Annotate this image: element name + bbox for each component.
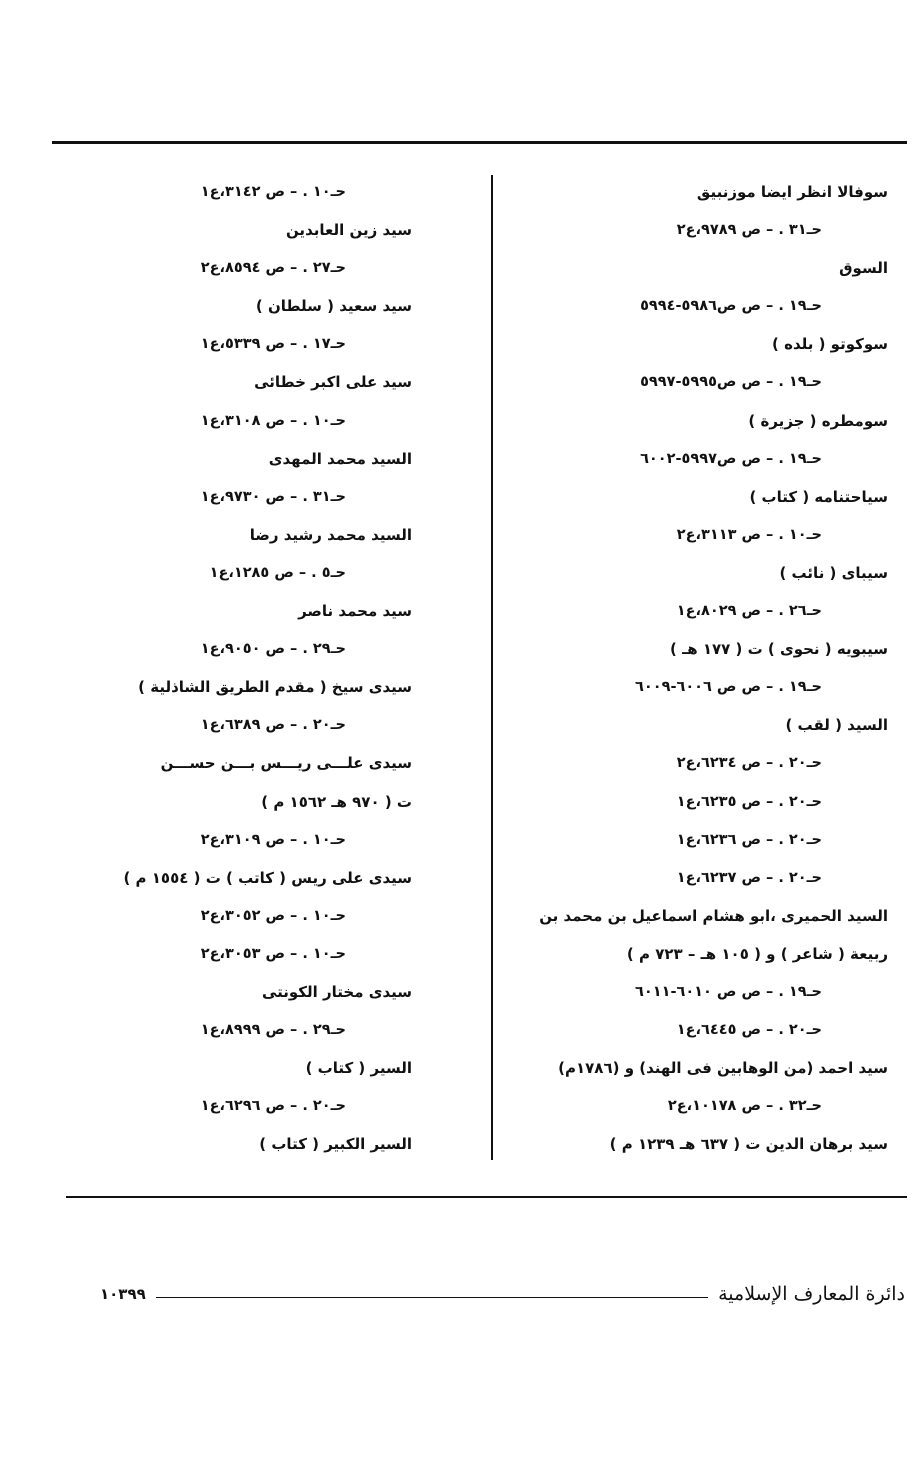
index-entry-heading: سيباى ( نائب ): [779, 563, 888, 582]
index-entry-heading: سيد على اكبر خطائى: [254, 373, 412, 392]
index-entry-heading: السيد ( لقب ): [785, 716, 888, 735]
index-entry-reference: حـ٢٠ . – ص ٦٣٨٩،ع١: [200, 717, 346, 734]
index-entry-reference: حـ٢٠ . – ص ٦٢٣٧،ع١: [676, 869, 822, 886]
footer-title: دائرة المعارف الإسلامية: [718, 1283, 905, 1305]
page-number: ١٠٣٩٩: [100, 1285, 146, 1303]
index-entry-reference: حـ٢٧ . – ص ٨٥٩٤،ع٢: [200, 260, 346, 277]
index-entry-heading: السيد محمد المهدى: [268, 449, 412, 468]
index-entry-heading: سيبويه ( نحوى ) ت ( ١٧٧ هـ ): [670, 640, 888, 659]
index-entry-reference: حـ٢٠ . – ص ٦٢٣٥،ع١: [676, 793, 822, 810]
index-entry-heading: سيد زين العابدين: [285, 221, 412, 240]
index-entry-heading: سيد سعيد ( سلطان ): [255, 297, 412, 316]
index-entry-reference: حـ١٠ . – ص ٣١٤٢،ع١: [200, 184, 346, 200]
index-entry-reference: حـ٥ . – ص ١٢٨٥،ع١: [209, 564, 346, 581]
index-entry-heading: ت ( ٩٧٠ هـ ١٥٦٢ م ): [261, 792, 412, 811]
index-entry-heading: السيد محمد رشيد رضا: [249, 525, 412, 544]
index-column-right: [510, 173, 888, 1163]
index-entry-heading: السير الكبير ( كتاب ): [259, 1135, 412, 1154]
top-rule: [52, 141, 907, 144]
column-divider: [491, 175, 493, 1160]
index-entry-heading: سيدى على ريس ( كاتب ) ت ( ١٥٥٤ م ): [123, 868, 412, 887]
index-entry-reference: حـ٢٦ . – ص ٨٠٢٩،ع١: [676, 603, 822, 620]
page-footer: [100, 1279, 905, 1309]
index-entry-reference: حـ١٠ . – ص ٣١١٣،ع٢: [676, 526, 822, 543]
footer-leader-line: [156, 1297, 708, 1298]
index-entry-reference: حـ١٩ . – ص ص٥٩٩٧-٦٠٠٢: [640, 450, 822, 467]
index-entry-heading: سيدى مختار الكونتى: [261, 982, 412, 1001]
index-entry-reference: حـ١٩ . – ص ص ٦٠١٠-٦٠١١: [635, 983, 822, 1000]
index-entry-reference: حـ١٩ . – ص ص٥٩٨٦-٥٩٩٤: [640, 298, 822, 315]
index-entry-reference: حـ١٩ . – ص ص ٦٠٠٦-٦٠٠٩: [635, 679, 822, 696]
index-entry-reference: حـ٢٠ . – ص ٦٢٩٦،ع١: [200, 1098, 346, 1115]
index-entry-reference: حـ١٠ . – ص ٣٠٥٢،ع٢: [200, 907, 346, 924]
index-entry-heading: سوفالا انظر ايضا موزنبيق: [696, 183, 888, 201]
index-entry-reference: حـ٣١ . – ص ٩٧٣٠،ع١: [200, 488, 346, 505]
index-entry-heading: سيد احمد (من الوهابين فى الهند) و (١٧٨٦م): [558, 1059, 888, 1078]
index-entry-heading: سوكوتو ( بلده ): [772, 335, 888, 354]
index-entry-heading: السيد الحميرى ،ابو هشام اسماعيل بن محمد بن: [539, 906, 888, 925]
index-entry-heading: سومطره ( جزيرة ): [748, 411, 888, 430]
index-entry-reference: حـ٢٩ . – ص ٩٠٥٠،ع١: [200, 641, 346, 658]
index-entry-heading: سيدى علـــى ريـــس بـــن حســـن: [160, 754, 412, 773]
index-entry-reference: حـ١٩ . – ص ص٥٩٩٥-٥٩٩٧: [640, 374, 822, 391]
index-entry-reference: حـ٢٩ . – ص ٨٩٩٩،ع١: [200, 1022, 346, 1039]
index-entry-reference: حـ٢٠ . – ص ٦٤٤٥،ع١: [676, 1022, 822, 1039]
index-entry-heading: السوق: [839, 259, 888, 278]
index-entry-reference: حـ١٠ . – ص ٣١٠٩،ع٢: [200, 831, 346, 848]
index-entry-reference: حـ٣١ . – ص ٩٧٨٩،ع٢: [676, 222, 822, 239]
index-entry-heading: سيد برهان الدين ت ( ٦٣٧ هـ ١٢٣٩ م ): [609, 1135, 888, 1154]
index-entry-reference: حـ٢٠ . – ص ٦٢٣٦،ع١: [676, 831, 822, 848]
index-entry-heading: ربيعة ( شاعر ) و ( ١٠٥ هـ – ٧٢٣ م ): [626, 944, 888, 963]
index-entry-reference: حـ٣٢ . – ص ١٠١٧٨،ع٢: [667, 1098, 822, 1115]
index-column-left: [60, 173, 412, 1163]
index-entry-heading: سيد محمد ناصر: [298, 602, 412, 621]
index-entry-reference: حـ٢٠ . – ص ٦٢٣٤،ع٢: [676, 755, 822, 772]
index-entry-heading: سيدى سيخ ( مقدم الطريق الشاذلية ): [138, 678, 412, 697]
bottom-rule: [66, 1196, 907, 1198]
index-entry-reference: حـ١٠ . – ص ٣٠٥٣،ع٢: [200, 945, 346, 962]
index-entry-heading: السير ( كتاب ): [305, 1059, 412, 1078]
index-entry-reference: حـ١٠ . – ص ٣١٠٨،ع١: [200, 412, 346, 429]
index-entry-reference: حـ١٧ . – ص ٥٣٣٩،ع١: [200, 336, 346, 353]
index-entry-heading: سياحتنامه ( كتاب ): [749, 487, 888, 506]
